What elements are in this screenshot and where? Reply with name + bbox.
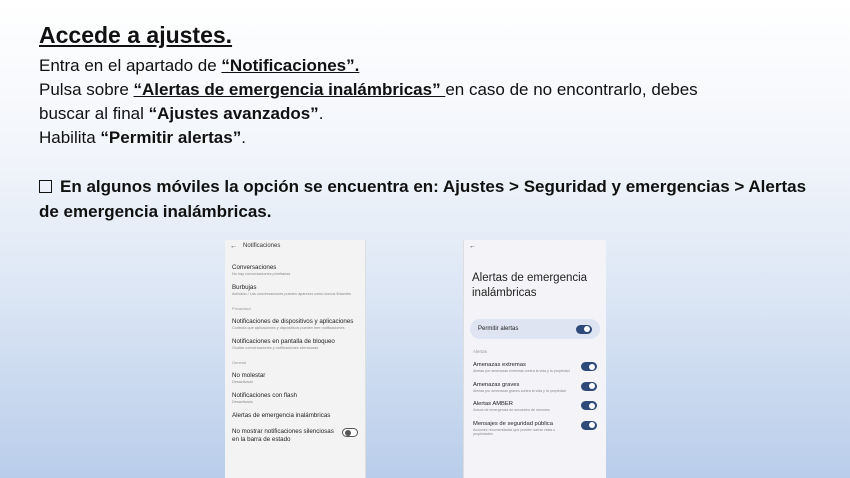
permitir-alertas-toggle[interactable] xyxy=(576,325,592,334)
instruction-line-4 xyxy=(39,126,829,150)
section-header: General xyxy=(232,360,247,365)
line3-post: . xyxy=(318,104,324,123)
row-title: Mensajes de seguridad pública xyxy=(473,420,553,427)
silent-notifications-toggle[interactable] xyxy=(342,428,358,437)
alert-row[interactable] xyxy=(464,421,606,437)
item-title: Notificaciones de dispositivos y aplicaciones xyxy=(232,318,354,325)
permitir-alertas-row[interactable] xyxy=(470,319,600,339)
notificaciones-label: “Notificaciones”. xyxy=(221,56,360,75)
alertas-label: “Alertas de emergencia inalámbricas” xyxy=(133,80,446,99)
list-item[interactable] xyxy=(225,318,365,331)
toggle-knob xyxy=(345,430,351,436)
toggle-knob xyxy=(589,364,595,370)
item-title: Conversaciones xyxy=(232,264,277,271)
item-sub: Desactivado xyxy=(232,380,253,384)
instruction-line-2 xyxy=(39,78,829,102)
item-title: Burbujas xyxy=(232,284,257,291)
page-title: Alertas de emergencia inalámbricas xyxy=(472,272,588,299)
permitir-alertas-label: Permitir alertas xyxy=(478,326,519,332)
permitir-alertas-label: “Permitir alertas” xyxy=(100,128,242,147)
item-sub: Activado / Las conversaciones pueden aparecer como iconos flotantes xyxy=(232,292,351,296)
alert-row[interactable] xyxy=(464,362,606,374)
row-title: Amenazas extremas xyxy=(473,362,526,368)
item-title: Alertas de emergencia inalámbricas xyxy=(232,412,331,419)
row-sub: Acciones recomendadas que pueden salvar vidas o propiedades xyxy=(473,427,556,437)
back-arrow-icon[interactable]: ← xyxy=(230,243,237,250)
screenshot-notificaciones xyxy=(225,240,366,478)
toggle-knob xyxy=(584,326,590,332)
toggle-knob xyxy=(589,383,595,389)
toggle-knob xyxy=(589,403,595,409)
row-title: Alertas AMBER xyxy=(473,401,513,408)
instruction-line-1 xyxy=(39,54,829,78)
item-title: Notificaciones con flash xyxy=(232,392,298,399)
alert-row[interactable] xyxy=(464,401,606,413)
silent-notifications-row[interactable] xyxy=(225,428,365,444)
list-item[interactable] xyxy=(225,338,365,351)
item-sub: Controla qué aplicaciones y dispositivos pueden leer notificaciones xyxy=(232,326,345,330)
row-sub: Alertas por amenazas graves contra la vida y la propiedad xyxy=(473,388,566,393)
slide-text xyxy=(39,22,829,224)
row-title: Amenazas graves xyxy=(473,381,520,388)
row-sub: Alertas por amenazas extremas contra la vida y la propiedad xyxy=(473,369,570,373)
slide-title: Accede a ajustes. xyxy=(39,22,233,48)
phone-b-header xyxy=(464,240,606,257)
toggle-knob xyxy=(589,422,595,428)
line2-post: en caso de no encontrarlo, debes xyxy=(445,80,698,99)
line3-text: buscar al final xyxy=(39,104,149,123)
alertas-emergencia-item[interactable] xyxy=(225,412,365,420)
alert-toggle[interactable] xyxy=(581,362,597,371)
list-item[interactable] xyxy=(225,392,365,405)
section-header: Privacidad xyxy=(232,306,251,311)
item-title: No mostrar notificaciones silenciosas en la barra de estado xyxy=(232,428,334,443)
alert-toggle[interactable] xyxy=(581,382,597,391)
list-item[interactable] xyxy=(225,264,365,277)
note xyxy=(39,174,829,224)
line1-text: Entra en el apartado de xyxy=(39,56,222,75)
item-sub: Desactivado xyxy=(232,400,253,404)
line4-text: Habilita xyxy=(39,128,101,147)
row-sub: Avisos de emergencia de secuestro de menores xyxy=(473,408,550,413)
section-header: Alertas xyxy=(473,349,488,354)
alert-toggle[interactable] xyxy=(581,401,597,410)
alert-toggle[interactable] xyxy=(581,421,597,430)
checkbox-bullet-icon xyxy=(39,180,52,193)
back-arrow-icon[interactable]: ← xyxy=(469,243,476,250)
item-sub: No hay conversaciones prioritarias xyxy=(232,272,291,276)
item-sub: Ocultar conversaciones y notificaciones silenciosas xyxy=(232,346,319,350)
alert-row[interactable] xyxy=(464,382,606,394)
line4-post: . xyxy=(241,128,246,147)
list-item[interactable] xyxy=(225,372,365,385)
item-title: No molestar xyxy=(232,372,266,379)
note-text: En algunos móviles la opción se encuentra en: Ajustes > Seguridad y emergencias > Alertas de emergencia inalámbricas. xyxy=(39,177,807,221)
screenshot-alertas xyxy=(463,240,606,478)
phone-a-header xyxy=(225,240,365,257)
item-title: Notificaciones en pantalla de bloqueo xyxy=(232,338,335,345)
list-item[interactable] xyxy=(225,284,365,297)
ajustes-avanzados-label: “Ajustes avanzados” xyxy=(148,104,319,123)
line2-text: Pulsa sobre xyxy=(39,80,134,99)
instruction-line-3 xyxy=(39,102,829,126)
phone-a-header-title: Notificaciones xyxy=(243,243,281,249)
